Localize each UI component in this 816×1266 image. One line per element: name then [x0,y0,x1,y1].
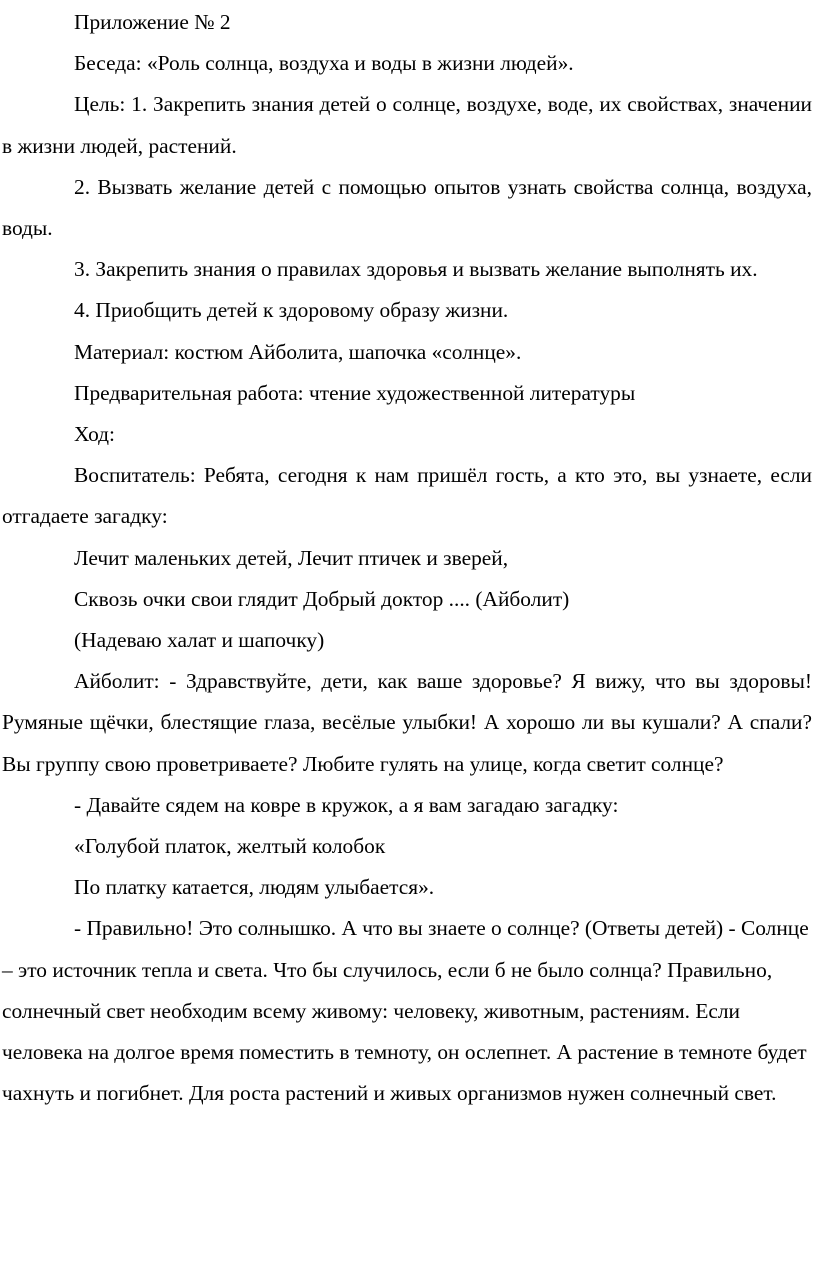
teacher-intro-paragraph: Воспитатель: Ребята, сегодня к нам пришёл гость, а кто это, вы узнаете, если отгадаете загадку: [2,463,812,529]
sun-discussion-paragraph: - Правильно! Это солнышко. А что вы знаете о солнце? (Ответы детей) - Солнце – это источник тепла и света. Что бы случилось, если б не было солнца? Правильно, солнечный свет необходим всему живому: человеку, животным, растениям. Если человека на долгое время поместить в темноту, он ослепнет. А растение в темноте будет чахнуть и погибнет. Для роста растений и живых организмов нужен солнечный свет. [2,916,809,1106]
goal-paragraph-3: 3. Закрепить знания о правилах здоровья и вызвать желание выполнять их. [74,257,758,282]
sit-down-paragraph: - Давайте сядем на ковре в кружок, а я вам загадаю загадку: [74,792,619,817]
aibolit-greeting-paragraph: Айболит: - Здравствуйте, дети, как ваше здоровье? Я вижу, что вы здоровы! Румяные щёчки, блестящие глаза, весёлые улыбки! А хорошо ли вы кушали? А спали? Вы группу свою проветриваете? Любите гулять на улице, когда светит солнце? [2,669,812,776]
appendix-heading: Приложение № 2 [74,10,231,34]
preliminary-work-paragraph: Предварительная работа: чтение художественной литературы [74,380,636,405]
conversation-title: Беседа: «Роль солнца, воздуха и воды в жизни людей». [74,51,574,76]
goal-paragraph-2: 2. Вызвать желание детей с помощью опытов узнать свойства солнца, воздуха, воды. [2,174,812,241]
stage-direction: (Надеваю халат и шапочку) [74,628,325,653]
goal-paragraph-1: Цель: 1. Закрепить знания детей о солнце, воздухе, воде, их свойствах, значении в жизни людей, растений. [2,92,812,158]
goal-paragraph-4: 4. Приобщить детей к здоровому образу жизни. [74,298,509,323]
riddle-line-2: Сквозь очки свои глядит Добрый доктор .... (Айболит) [74,586,570,611]
sun-riddle-line-1: «Голубой платок, желтый колобок [74,834,386,859]
procedure-heading: Ход: [74,422,116,447]
riddle-line-1: Лечит маленьких детей, Лечит птичек и зверей, [74,545,509,570]
sun-riddle-line-2: По платку катается, людям улыбается». [74,875,435,900]
materials-paragraph: Материал: костюм Айболита, шапочка «солнце». [74,339,522,364]
